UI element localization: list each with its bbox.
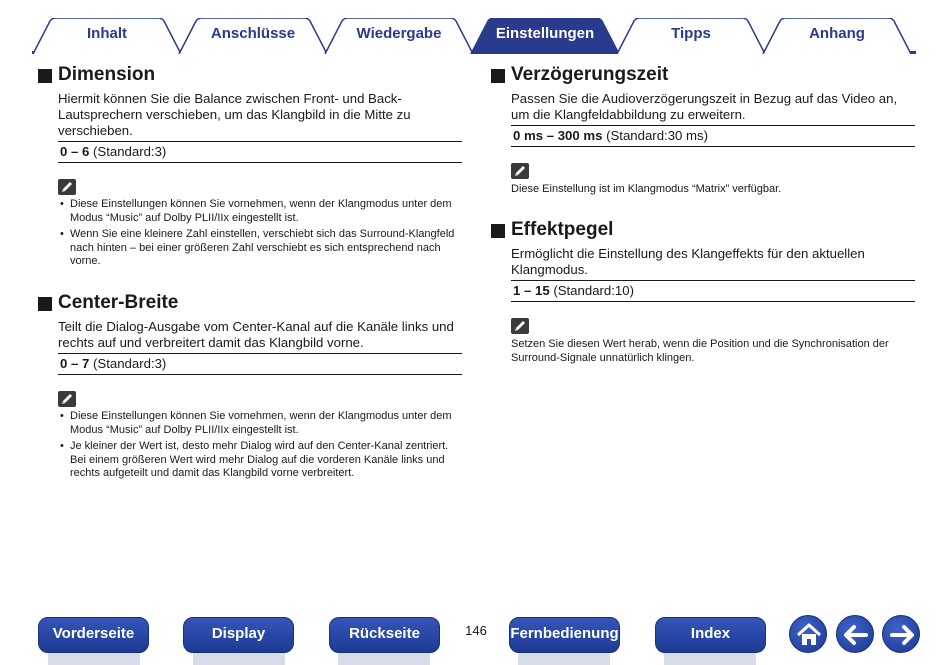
button-label: Index: [690, 625, 731, 642]
pencil-note-icon: [511, 163, 529, 179]
range-default: (Standard:10): [549, 283, 634, 298]
pencil-note-icon: [58, 391, 76, 407]
setting-range: [511, 125, 915, 147]
pencil-note-icon: [511, 318, 529, 334]
tab-anschluesse[interactable]: [178, 18, 328, 52]
tab-bar: [32, 16, 916, 54]
setting-range: [511, 280, 915, 302]
section-dimension: [38, 64, 462, 272]
pencil-note-icon: [58, 179, 76, 195]
nav-shadow: [193, 651, 285, 665]
setting-range: [58, 353, 462, 375]
tab-label: Anhang: [809, 25, 865, 42]
section-verzoegerungszeit: [491, 64, 915, 197]
square-bullet-icon: [491, 69, 505, 83]
note-item: • Je kleiner der Wert ist, desto mehr Dialog wird auf den Center-Kanal zentriert. Bei einem größeren Wert wird mehr Dialog auf die vorderen Kanäle links und rechts aufgeteilt und damit das Klangbild vorne verbreitert.: [58, 440, 462, 481]
section-heading: [491, 219, 915, 243]
home-icon[interactable]: [789, 615, 827, 653]
range-value: 0 – 7: [60, 356, 90, 371]
square-bullet-icon: [491, 224, 505, 238]
fernbedienung-button[interactable]: [509, 617, 620, 653]
note-text: Setzen Sie diesen Wert herab, wenn die Position und die Synchronisation der Surround-Signale unnatürlich klingen.: [511, 338, 889, 364]
section-center-breite: [38, 292, 462, 484]
section-title: Dimension: [58, 64, 156, 85]
note-list: [58, 198, 462, 269]
section-heading: [38, 64, 462, 88]
section-title: Effektpegel: [511, 219, 614, 240]
tab-anhang[interactable]: [762, 18, 912, 52]
square-bullet-icon: [38, 69, 52, 83]
section-effektpegel: [491, 219, 915, 365]
range-value: 1 – 15: [513, 283, 550, 298]
range-default: (Standard:30 ms): [602, 128, 708, 143]
tab-wiedergabe[interactable]: [324, 18, 474, 52]
index-button[interactable]: [655, 617, 766, 653]
section-description: Passen Sie die Audioverzögerungszeit in Bezug auf das Video an, um die Klangfeldabbildung zu erweitern.: [511, 91, 898, 122]
square-bullet-icon: [38, 297, 52, 311]
section-heading: [38, 292, 462, 316]
range-default: (Standard:3): [89, 144, 167, 159]
section-title: Center-Breite: [58, 292, 179, 313]
range-value: 0 ms – 300 ms: [513, 128, 603, 143]
rueckseite-button[interactable]: [329, 617, 440, 653]
nav-shadow: [664, 651, 756, 665]
forward-arrow-icon[interactable]: [882, 615, 920, 653]
nav-shadow: [48, 651, 140, 665]
tab-label: Wiedergabe: [356, 25, 442, 42]
section-description: Hiermit können Sie die Balance zwischen Front- und Back-Lautsprechern verschieben, um das Klangbild in die Mitte zu verschieben.: [58, 91, 411, 138]
button-label: Display: [211, 625, 266, 642]
range-value: 0 – 6: [60, 144, 90, 159]
back-arrow-icon[interactable]: [836, 615, 874, 653]
note-item: • Diese Einstellungen können Sie vornehmen, wenn der Klangmodus unter dem Modus “Music” auf Dolby PLII/IIx eingestellt ist.: [58, 410, 462, 437]
section-description: Ermöglicht die Einstellung des Klangeffekts für den aktuellen Klangmodus.: [511, 246, 865, 277]
tab-label: Inhalt: [87, 25, 127, 42]
note-text: Diese Einstellung ist im Klangmodus “Matrix” verfügbar.: [511, 183, 782, 195]
note-item: • Diese Einstellungen können Sie vornehmen, wenn der Klangmodus unter dem Modus “Music” auf Dolby PLII/IIx eingestellt ist.: [58, 198, 462, 225]
tab-label: Tipps: [671, 25, 711, 42]
tab-einstellungen[interactable]: [470, 18, 620, 52]
button-label: Vorderseite: [52, 625, 135, 642]
section-description: Teilt die Dialog-Ausgabe vom Center-Kanal auf die Kanäle links und rechts auf und verbreitert damit das Klangbild vorne.: [58, 319, 454, 350]
range-default: (Standard:3): [89, 356, 167, 371]
button-label: Rückseite: [349, 625, 420, 642]
section-title: Verzögerungszeit: [511, 64, 669, 85]
tab-label: Einstellungen: [495, 25, 595, 42]
tab-inhalt[interactable]: [32, 18, 182, 52]
vorderseite-button[interactable]: [38, 617, 149, 653]
setting-range: [58, 141, 462, 163]
nav-shadow: [338, 651, 430, 665]
tab-tipps[interactable]: [616, 18, 766, 52]
display-button[interactable]: [183, 617, 294, 653]
page-number: 146: [465, 623, 487, 638]
nav-shadow: [518, 651, 610, 665]
note-item: • Wenn Sie eine kleinere Zahl einstellen, verschiebt sich das Surround-Klangfeld nach hinten – bei einer größeren Zahl verschiebt es sich entsprechend nach vorne.: [58, 228, 462, 269]
tab-label: Anschlüsse: [210, 25, 296, 42]
section-heading: [491, 64, 915, 88]
button-label: Fernbedienung: [510, 625, 619, 642]
note-list: [58, 410, 462, 481]
